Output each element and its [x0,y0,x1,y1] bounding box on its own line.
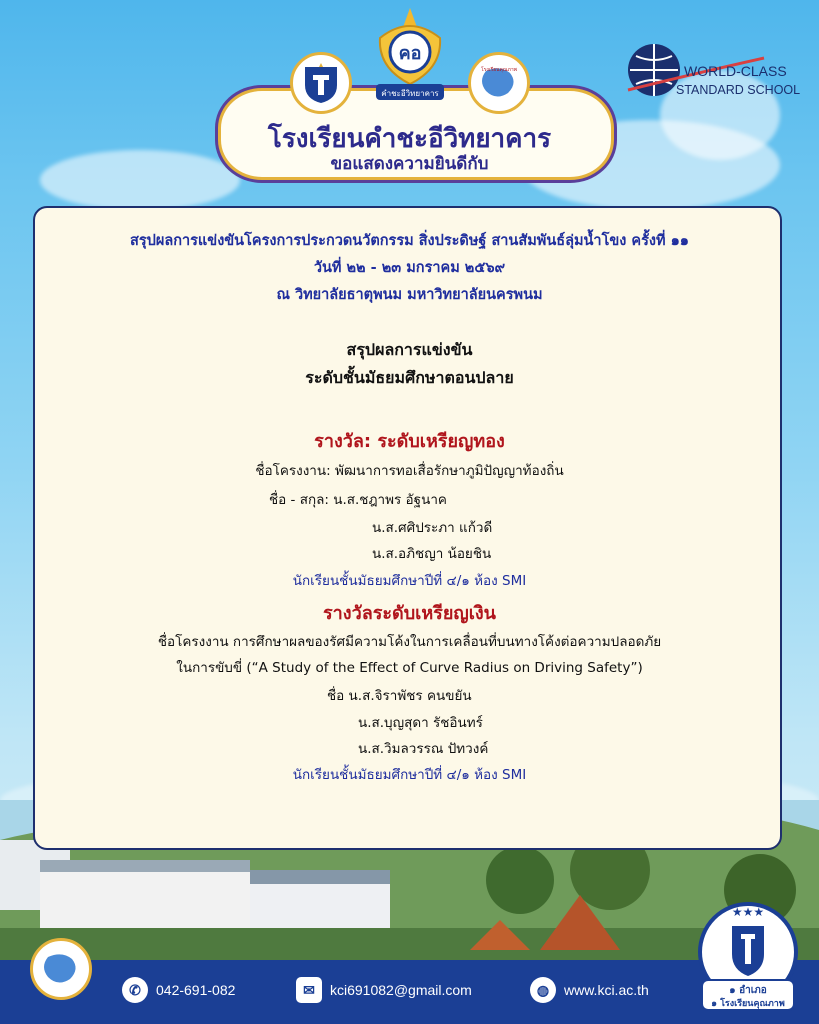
event-title: สรุปผลการแข่งขันโครงการประกวดนวัตกรรม สิ่งประดิษฐ์ สานสัมพันธ์ลุ่มน้ำโขง ครั้งที่ ๑๑ [130,233,689,249]
gold-class: นักเรียนชั้นมัธยมศึกษาปีที่ ๔/๑ ห้อง SMI [292,573,527,589]
school-name: โรงเรียนคำชะอีวิทยาคาร [267,124,552,154]
gold-project-name: ชื่อโครงงาน: พัฒนาการทอเสื่อรักษาภูมิปัญญาท้องถิ่น [255,463,564,479]
silver-member-3: น.ส.วิมลวรรณ ปัทวงค์ [358,741,489,757]
contact-phone[interactable] [122,972,235,1008]
svg-text:โรงเรียนคุณภาพ: โรงเรียนคุณภาพ [481,67,517,73]
phone-icon: ✆ [122,977,148,1003]
quality-school-badge [696,896,800,1014]
map-emblem-icon [474,63,524,103]
world-class-logo [624,36,804,106]
silver-project-name: ชื่อโครงงาน การศึกษาผลของรัศมีความโค้งในการเคลื่อนที่บนทางโค้งต่อความปลอดภัย [157,634,662,650]
svg-text:คอ: คอ [398,43,422,64]
contact-website[interactable] [530,972,649,1008]
contact-email[interactable] [296,972,472,1008]
footer-logo [30,938,92,1000]
globe-icon: ◍ [530,977,556,1003]
website-url: www.kci.ac.th [564,982,649,998]
silver-project-name-en: ในการขับขี่ (“A Study of the Effect of Curve Radius on Driving Safety”) [176,660,643,676]
summary-title: สรุปผลการแข่งขัน [346,340,473,359]
shield-emblem-icon [299,61,343,105]
world-class-line2: STANDARD SCHOOL [676,83,801,97]
mail-icon: ✉ [296,977,322,1003]
gold-award-heading: รางวัล: ระดับเหรียญทอง [314,431,505,452]
event-date: วันที่ ๒๒ - ๒๓ มกราคม ๒๕๖๙ [313,260,506,276]
school-logo-center [372,8,448,104]
event-venue: ณ วิทยาลัยธาตุพนม มหาวิทยาลัยนครพนม [276,287,543,303]
school-emblem-right [468,52,530,114]
gold-member-1: ชื่อ - สกุล: น.ส.ชฎาพร อัฐนาค [269,492,447,508]
map-emblem-icon [38,949,84,989]
gold-member-3: น.ส.อภิชญา น้อยชิน [372,546,492,562]
gold-member-2: น.ส.ศศิประภา แก้วดี [372,520,493,536]
summary-level: ระดับชั้นมัธยมศึกษาตอนปลาย [305,368,514,387]
school-emblem-left [290,52,352,114]
header-subtitle: ขอแสดงความยินดีกับ [330,154,489,174]
phone-number: 042-691-082 [156,982,236,998]
world-class-line1: WORLD-CLASS [684,63,787,79]
silver-member-2: น.ส.บุญสุดา รัชอินทร์ [358,715,483,731]
logo-caption: คำชะอีวิทยาคาร [381,89,439,98]
badge-line2: ๑ โรงเรียนคุณภาพ [711,999,785,1009]
badge-line1: ๑ อำเภอ [729,985,767,996]
email-address: kci691082@gmail.com [330,982,472,998]
silver-class: นักเรียนชั้นมัธยมศึกษาปีที่ ๔/๑ ห้อง SMI [292,767,527,783]
silver-award-heading: รางวัลระดับเหรียญเงิน [323,603,496,624]
svg-text:★★★: ★★★ [731,905,765,919]
silver-member-1: ชื่อ น.ส.จิราพัชร คนขยัน [327,688,472,704]
